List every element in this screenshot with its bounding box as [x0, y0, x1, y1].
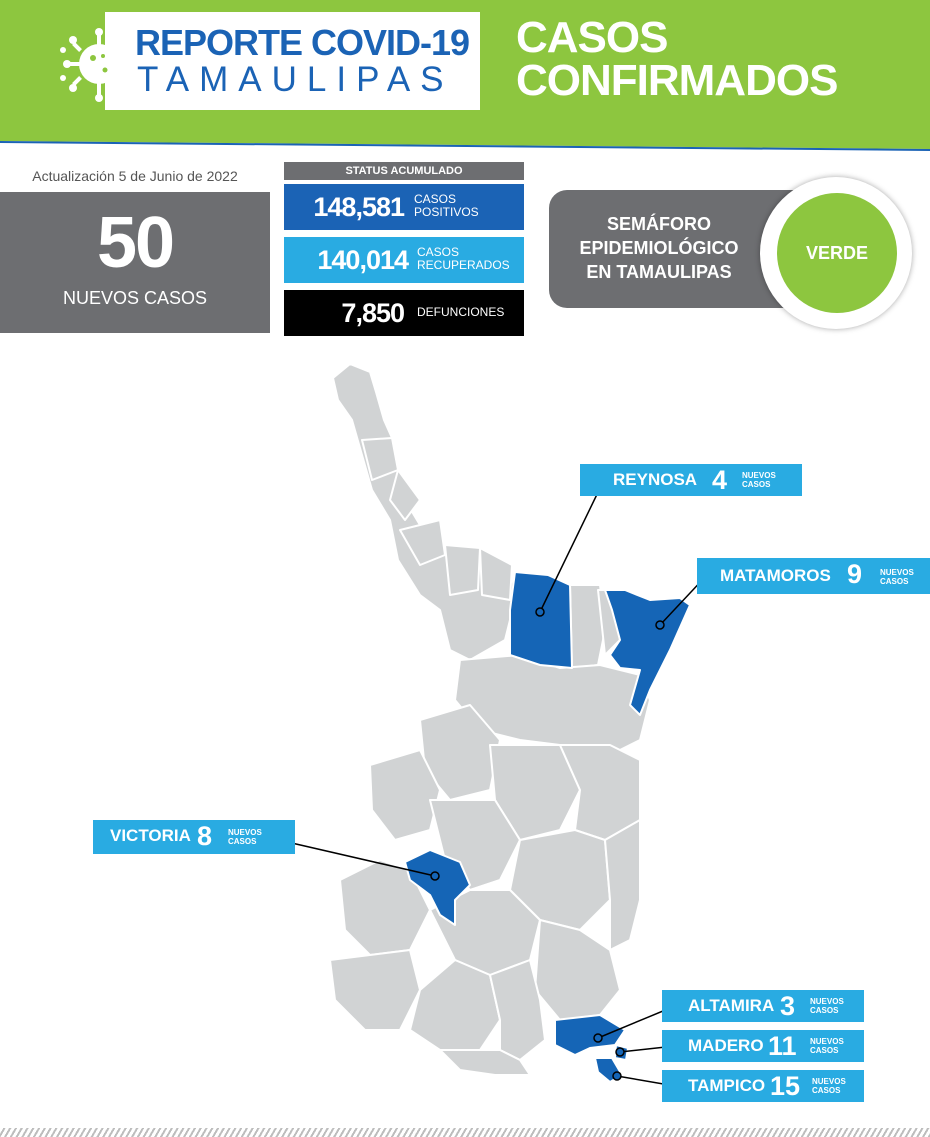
label-madero-small — [810, 1037, 844, 1055]
footer-stripe — [0, 1128, 930, 1137]
label-victoria-small1: NUEVOS — [228, 828, 262, 837]
municipio-shape — [333, 364, 515, 660]
label-reynosa-small — [742, 471, 776, 489]
label-madero-small2: CASOS — [810, 1046, 839, 1055]
label-tampico-small — [812, 1077, 846, 1095]
municipio-shape — [480, 548, 512, 600]
stat-recuperados-label2: RECUPERADOS — [417, 258, 510, 272]
page-title-line2: CONFIRMADOS — [516, 56, 838, 105]
municipio-shape — [535, 920, 620, 1020]
dot-tampico-map — [613, 1072, 621, 1080]
new-cases-value: 50 — [96, 203, 174, 283]
label-victoria-name: VICTORIA — [110, 826, 191, 845]
municipio-altamira — [555, 1015, 625, 1055]
label-madero — [662, 1030, 864, 1062]
label-tampico-small2: CASOS — [812, 1086, 841, 1095]
label-madero-name: MADERO — [688, 1036, 764, 1055]
label-madero-cases: 11 — [768, 1031, 797, 1061]
label-matamoros — [697, 558, 930, 594]
label-victoria-cases: 8 — [197, 821, 213, 851]
dot-victoria-map — [431, 872, 439, 880]
label-altamira-name: ALTAMIRA — [688, 996, 775, 1015]
semaforo-line2: EPIDEMIOLÓGICO — [579, 238, 739, 258]
label-matamoros-cases: 9 — [847, 559, 863, 589]
stat-recuperados-label1: CASOS — [417, 245, 460, 259]
label-altamira-cases: 3 — [780, 991, 796, 1021]
label-matamoros-small2: CASOS — [880, 577, 909, 586]
label-altamira-small — [810, 997, 844, 1015]
label-altamira — [662, 990, 864, 1022]
dot-matamoros-map — [656, 621, 664, 629]
update-date: Actualización 5 de Junio de 2022 — [32, 168, 238, 184]
label-tampico-small1: NUEVOS — [812, 1077, 846, 1086]
semaforo-line3: EN TAMAULIPAS — [586, 262, 732, 282]
label-reynosa-cases: 4 — [712, 465, 728, 495]
label-victoria-small — [228, 828, 262, 846]
label-tampico-name: TAMPICO — [688, 1076, 766, 1095]
stat-positivos-label1: CASOS — [414, 192, 457, 206]
label-victoria — [93, 820, 295, 854]
logo-title: REPORTE COVID-19 — [135, 22, 470, 63]
semaforo-line1: SEMÁFORO — [606, 214, 711, 234]
dot-reynosa-map — [536, 608, 544, 616]
label-reynosa — [580, 464, 802, 496]
label-victoria-small2: CASOS — [228, 837, 257, 846]
label-tampico — [662, 1070, 864, 1102]
municipio-shape — [445, 545, 480, 595]
label-matamoros-small1: NUEVOS — [880, 568, 914, 577]
label-reynosa-small1: NUEVOS — [742, 471, 776, 480]
municipio-reynosa — [510, 572, 572, 668]
stat-defunciones-value: 7,850 — [341, 298, 404, 328]
logo-subtitle: TAMAULIPAS — [137, 60, 454, 99]
municipio-shape — [330, 950, 420, 1030]
stat-defunciones-label: DEFUNCIONES — [417, 305, 505, 319]
stat-recuperados-value: 140,014 — [317, 245, 408, 275]
new-cases-label: NUEVOS CASOS — [62, 288, 208, 308]
stat-positivos-value: 148,581 — [313, 192, 404, 222]
label-altamira-small2: CASOS — [810, 1006, 839, 1015]
dot-madero-map — [616, 1048, 624, 1056]
page-title-line1: CASOS — [516, 13, 668, 62]
label-madero-small1: NUEVOS — [810, 1037, 844, 1046]
municipio-shape — [605, 820, 640, 950]
label-matamoros-small — [880, 568, 914, 586]
municipio-shape — [410, 960, 500, 1050]
label-tampico-cases: 15 — [770, 1071, 801, 1101]
semaforo-status-badge: VERDE — [777, 193, 897, 313]
label-reynosa-small2: CASOS — [742, 480, 771, 489]
dot-altamira-map — [594, 1034, 602, 1042]
stat-positivos-label2: POSITIVOS — [414, 205, 479, 219]
status-header: STATUS ACUMULADO — [284, 162, 524, 180]
label-reynosa-name: REYNOSA — [613, 470, 698, 489]
label-matamoros-name: MATAMOROS — [720, 566, 831, 585]
label-altamira-small1: NUEVOS — [810, 997, 844, 1006]
